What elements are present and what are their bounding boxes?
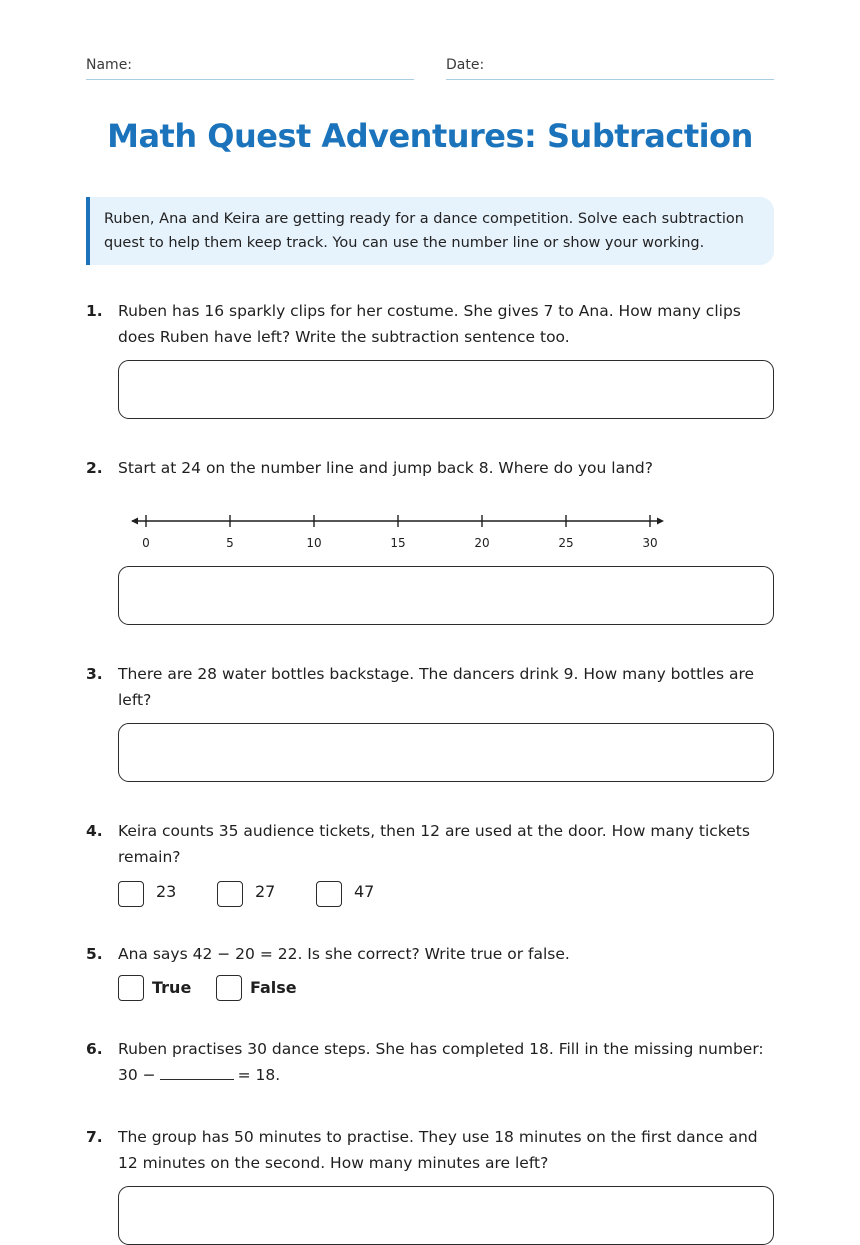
name-field[interactable] xyxy=(86,54,414,80)
date-label: Date: xyxy=(446,57,485,73)
checkbox[interactable] xyxy=(217,881,243,907)
answer-box-3[interactable] xyxy=(118,723,774,782)
question-number: 4. xyxy=(86,822,103,840)
number-line-label: 30 xyxy=(642,536,658,550)
question-text: Ana says 42 − 20 = 22. Is she correct? Write true or false. xyxy=(118,945,570,963)
worksheet-header xyxy=(86,54,774,80)
option-label: True xyxy=(152,978,192,997)
option-label: 23 xyxy=(156,882,177,901)
number-line-label: 20 xyxy=(474,536,490,550)
name-label: Name: xyxy=(86,57,133,73)
question-text-after: = 18. xyxy=(237,1065,281,1084)
checkbox[interactable] xyxy=(316,881,342,907)
question-text: Keira counts 35 audience tickets, then 12 are used at the door. How many tickets remain? xyxy=(118,822,750,866)
number-line-label: 0 xyxy=(142,536,150,550)
question-number: 2. xyxy=(86,459,103,477)
intro-callout: Ruben, Ana and Keira are getting ready for a dance competition. Solve each subtraction quest to help them keep track. You can use the number line or show your working. xyxy=(86,197,774,265)
worksheet-title: Math Quest Adventures: Subtraction xyxy=(107,117,753,155)
question-text: There are 28 water bottles backstage. The dancers drink 9. How many bottles are left? xyxy=(118,665,755,709)
answer-box-1[interactable] xyxy=(118,360,774,419)
checkbox[interactable] xyxy=(216,975,242,1001)
question-text-before: Ruben practises 30 dance steps. She has completed 18. Fill in the missing number: 30 − xyxy=(118,1040,764,1084)
left-arrow-icon xyxy=(131,518,138,525)
checkbox[interactable] xyxy=(118,881,144,907)
date-field[interactable] xyxy=(446,54,774,80)
question-number: 3. xyxy=(86,665,103,683)
fill-in-blank[interactable] xyxy=(160,1063,234,1080)
number-line-label: 15 xyxy=(390,536,406,550)
option-label: 27 xyxy=(255,882,276,901)
question-number: 1. xyxy=(86,302,103,320)
number-line xyxy=(126,510,666,556)
number-line-label: 5 xyxy=(226,536,234,550)
question-text: Start at 24 on the number line and jump back 8. Where do you land? xyxy=(118,459,653,477)
option-label: False xyxy=(250,978,297,997)
question-number: 7. xyxy=(86,1128,103,1146)
answer-box-2[interactable] xyxy=(118,566,774,625)
number-line-label: 25 xyxy=(558,536,574,550)
question-number: 5. xyxy=(86,945,103,963)
question-text xyxy=(118,1037,774,1088)
right-arrow-icon xyxy=(657,518,664,525)
question-text: The group has 50 minutes to practise. They use 18 minutes on the first dance and 12 minutes on the second. How many minutes are left? xyxy=(118,1128,758,1172)
checkbox[interactable] xyxy=(118,975,144,1001)
option-label: 47 xyxy=(354,882,375,901)
question-text: Ruben has 16 sparkly clips for her costume. She gives 7 to Ana. How many clips does Ruben have left? Write the subtraction sentence too. xyxy=(118,302,741,346)
number-line-label: 10 xyxy=(306,536,322,550)
question-number: 6. xyxy=(86,1040,103,1058)
